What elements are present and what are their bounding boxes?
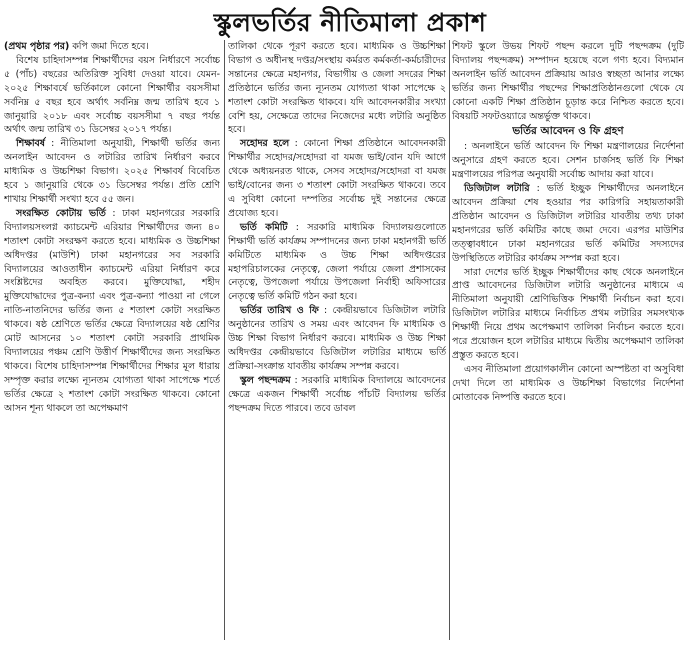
subheading: স্কুল পছন্দক্রম	[240, 374, 291, 386]
paragraph	[228, 304, 446, 374]
article-headline: স্কুলভর্তির নীতিমালা প্রকাশ	[213, 8, 487, 37]
paragraph-text: : কোনো শিক্ষা প্রতিষ্ঠানে আবেদনকারী শিক্ষার্থীর সহোদর/সহোদরা বা যমজ ভাই/বোন যদি আগে থেকে অধ্যয়নরত থাকে, সেসব সহোদর/সহোদরা বা যমজ ভাই/বোনের জন্য ৩ শতাংশ কোটা সংরক্ষিত থাকবে। তবে এ সুবিধা কোনো দম্পতির সর্বোচ্চ দুই সন্তানের ক্ষেত্রে প্রযোজ্য হবে।	[228, 138, 446, 219]
paragraph-text: : ঢাকা মহানগরের সরকারি বিদ্যালয়সংলগ্ন ক্যাচমেন্ট এরিয়ার শিক্ষার্থীদের জন্য ৪০ শতাংশ কোটা সংরক্ষণ করতে হবে। মাধ্যমিক ও উচ্চশিক্ষা অধিদপ্তর (মাউশি) ঢাকা মহানগরের সব সরকারি বিদ্যালয়ের আওতাধীন ক্যাচমেন্ট এরিয়া নির্ধারণ করে সংশ্লিষ্টদের অবহিত করবে। মুক্তিযোদ্ধা, শহীদ মুক্তিযোদ্ধাদের পুত্র-কন্যা এবং পুত্র-কন্যা পাওয়া না গেলে নাতি-নাতনিদের ভর্তির জন্য ৫ শতাংশ কোটা সংরক্ষিত থাকবে। ষষ্ঠ শ্রেণিতে ভর্তির ক্ষেত্রে বিদ্যালয়ের ষষ্ঠ শ্রেণির মোট আসনের ১০ শতাংশ কোটা সরকারি প্রাথমিক বিদ্যালয়ের পঞ্চম শ্রেণি উত্তীর্ণ শিক্ষার্থীদের জন্য সংরক্ষিত থাকবে। বিশেষ চাহিদাসম্পন্ন শিক্ষার্থীদের শিক্ষার মূল ধারায় সম্পৃক্ত করার লক্ষ্যে ন্যূনতম যোগ্যতা থাকা সাপেক্ষে শর্তে ভর্তির ক্ষেত্রে ২ শতাংশ কোটা সংরক্ষিত থাকবে। কোনো আসন শূন্য থাকলে তা অপেক্ষমাণ	[4, 207, 220, 414]
paragraph-text: কপি জমা দিতে হবে।	[69, 41, 149, 52]
article-column-1	[4, 40, 220, 640]
paragraph: বিশেষ চাহিদাসম্পন্ন শিক্ষার্থীদের বয়স নির্ধারণে সর্বোচ্চ ৫ (পাঁচ) বছরের অতিরিক্ত সুবিধা দেওয়া যাবে। যেমন- ২০২৫ শিক্ষাবর্ষে ভর্তিকালে কোনো শিক্ষার্থীর বয়সসীমা সর্বনিম্ন ৫ বছর হবে অর্থাৎ সর্বনিম্ন জন্ম তারিখ হবে ১ জানুয়ারি ২০১৮ এবং সর্বোচ্চ বয়সসীমা ৭ বছর পর্যন্ত অর্থাৎ জন্ম তারিখ ৩১ ডিসেম্বর ২০১৭ পর্যন্ত।	[4, 54, 220, 136]
paragraph	[228, 221, 446, 304]
continuation-label: (প্রথম পৃষ্ঠার পর)	[4, 41, 70, 52]
paragraph-text: : নীতিমালা অনুযায়ী, শিক্ষার্থী ভর্তির জন্য অনলাইন আবেদন ও লটারির তারিখ নির্ধারণ করবে মাধ্যমিক ও উচ্চশিক্ষা বিভাগ। ২০২৫ শিক্ষাবর্ষ বিবেচিত হবে ১ জানুয়ারি থেকে ৩১ ডিসেম্বর পর্যন্ত। প্রতি শ্রেণি শাখায় শিক্ষার্থী সংখ্যা হবে ৫৫ জন।	[4, 138, 220, 205]
subheading: ভর্তি কমিটি	[240, 221, 288, 233]
article-column-2	[228, 40, 446, 640]
paragraph: সারা দেশের ভর্তি ইচ্ছুক শিক্ষার্থীদের কাছ থেকে অনলাইনে প্রাপ্ত আবেদনের ডিজিটাল লটারি অনুষ্ঠানের মাধ্যমে এ নীতিমালা অনুযায়ী শ্রেণিভিত্তিক শিক্ষার্থী নির্বাচন করা হবে। ডিজিটাল লটারির মাধ্যমে নির্বাচিত প্রথম লটারির সমসংখ্যক শিক্ষার্থী নিয়ে প্রথম অপেক্ষমাণ তালিকা নির্বাচন করতে হবে। পরে প্রয়োজন হলে লটারির মাধ্যমে দ্বিতীয় অপেক্ষমাণ তালিকা প্রস্তুত করতে হবে।	[452, 266, 684, 361]
paragraph	[228, 374, 446, 416]
subheading: ভর্তির তারিখ ও ফি	[240, 305, 319, 317]
paragraph: তালিকা থেকে পূরণ করতে হবে। মাধ্যমিক ও উচ্চশিক্ষা বিভাগ ও অধীনস্থ দপ্তর/সংস্থায় কর্মরত কর্মকর্তা-কর্মচারীদের সন্তানের ক্ষেত্রে মহানগর, বিভাগীয় ও জেলা সদরের শিক্ষা প্রতিষ্ঠানে ভর্তির জন্য ন্যূনতম যোগ্যতা থাকা সাপেক্ষে ২ শতাংশ কোটা সংরক্ষিত থাকবে। যদি আবেদনকারীর সংখ্যা বেশি হয়, সেক্ষেত্রে তাদের নিজেদের মধ্যে লটারি অনুষ্ঠিত হবে।	[228, 41, 446, 136]
subheading: সংরক্ষিত কোটায় ভর্তি	[16, 207, 106, 219]
subheading: ডিজিটাল লটারি	[464, 183, 530, 195]
paragraph-text: : সরকারি মাধ্যমিক বিদ্যালয়গুলোতে শিক্ষার্থী ভর্তি কার্যক্রম সম্পাদনের জন্য ঢাকা মহানগরী ভর্তি কমিটিতে মাধ্যমিক ও উচ্চ শিক্ষা অধিদপ্তরের মহাপরিচালকের নেতৃত্বে, জেলা পর্যায়ে জেলা প্রশাসকের নেতৃত্বে, উপজেলা পর্যায়ে উপজেলা নির্বাহী অফিসারের নেতৃত্বে ভর্তি কমিটি গঠন করা হবে।	[228, 221, 446, 303]
subheading: শিক্ষাবর্ষ	[16, 138, 45, 150]
paragraph-text: : সরকারি মাধ্যমিক বিদ্যালয়ে আবেদনের ক্ষেত্রে একজন শিক্ষার্থী সর্বোচ্চ পাঁচটি বিদ্যালয় ভর্তির পছন্দক্রম দিতে পারবে। তবে ডাবল	[228, 374, 446, 414]
paragraph-text: : কেন্দ্রীয়ভাবে ডিজিটাল লটারি অনুষ্ঠানের তারিখ ও সময় এবং আবেদন ফি মাধ্যমিক ও উচ্চ শিক্ষা বিভাগ নির্ধারণ করবে। মাধ্যমিক ও উচ্চ শিক্ষা অধিদপ্তর কেন্দ্রীয়ভাবে ডিজিটাল লটারির মাধ্যমে ভর্তি প্রক্রিয়া-সংক্রান্ত যাবতীয় কার্যক্রম সম্পন্ন করবে।	[228, 305, 446, 372]
subheading: সহোদর হলে	[240, 138, 290, 150]
paragraph-text: : ভর্তি ইচ্ছুক শিক্ষার্থীদের অনলাইনে আবেদন প্রক্রিয়া শেষ হওয়ার পর কারিগরি সহায়তাকারী প্রতিষ্ঠান আবেদন ও ডিজিটাল লটারির যাবতীয় তথ্য ঢাকা মহানগরের ভর্তি কমিটির কাছে জমা দেবে। এরপর মাউশির তত্ত্বাবধানে ঢাকা মহানগরের ভর্তি কমিটির সদস্যদের উপস্থিতিতে লটারির কার্যক্রম সম্পন্ন করা হবে।	[452, 183, 684, 264]
column-divider	[224, 40, 225, 640]
paragraph: শিফট স্কুলে উভয় শিফট পছন্দ করলে দুটি পছন্দক্রম (দুটি বিদ্যালয় পছন্দক্রম) সম্পাদন হয়েছে বলে গণ্য হবে। বিদ্যমান অনলাইন ভর্তি আবেদন প্রক্রিয়ায় আরও স্বচ্ছতা আনার লক্ষ্যে ভর্তির জন্য শিক্ষার্থীর পছন্দের শিক্ষাপ্রতিষ্ঠানগুলো থেকে যে কোনো একটি শিক্ষা প্রতিষ্ঠান চূড়ান্ত করে নিশ্চিত করতে হবে। বিষয়টি সফটওয়্যারে অন্তর্ভুক্ত থাকবে।	[452, 41, 684, 122]
column-divider	[449, 40, 450, 640]
subheading: ভর্তির আবেদন ও ফি গ্রহণ	[512, 125, 624, 138]
article-column-3	[452, 40, 684, 640]
paragraph: এসব নীতিমালা প্রয়োগকালীন কোনো অস্পষ্টতা বা অসুবিধা দেখা দিলে তা মাধ্যমিক ও উচ্চশিক্ষা বিভাগের নির্দেশনা মোতাবেক নিষ্পত্তি করতে হবে।	[452, 363, 684, 403]
paragraph: : অনলাইনে ভর্তি আবেদন ফি শিক্ষা মন্ত্রণালয়ের নির্দেশনা অনুসারে গ্রহণ করতে হবে। সেশন চার্জসহ ভর্তি ফি শিক্ষা মন্ত্রণালয়ের পরিপত্র অনুযায়ী সর্বোচ্চ আদায় করা যাবে।	[452, 141, 684, 181]
paragraph	[4, 207, 220, 416]
paragraph	[452, 182, 684, 265]
paragraph	[4, 137, 220, 207]
paragraph	[228, 137, 446, 220]
paragraph	[4, 40, 220, 54]
